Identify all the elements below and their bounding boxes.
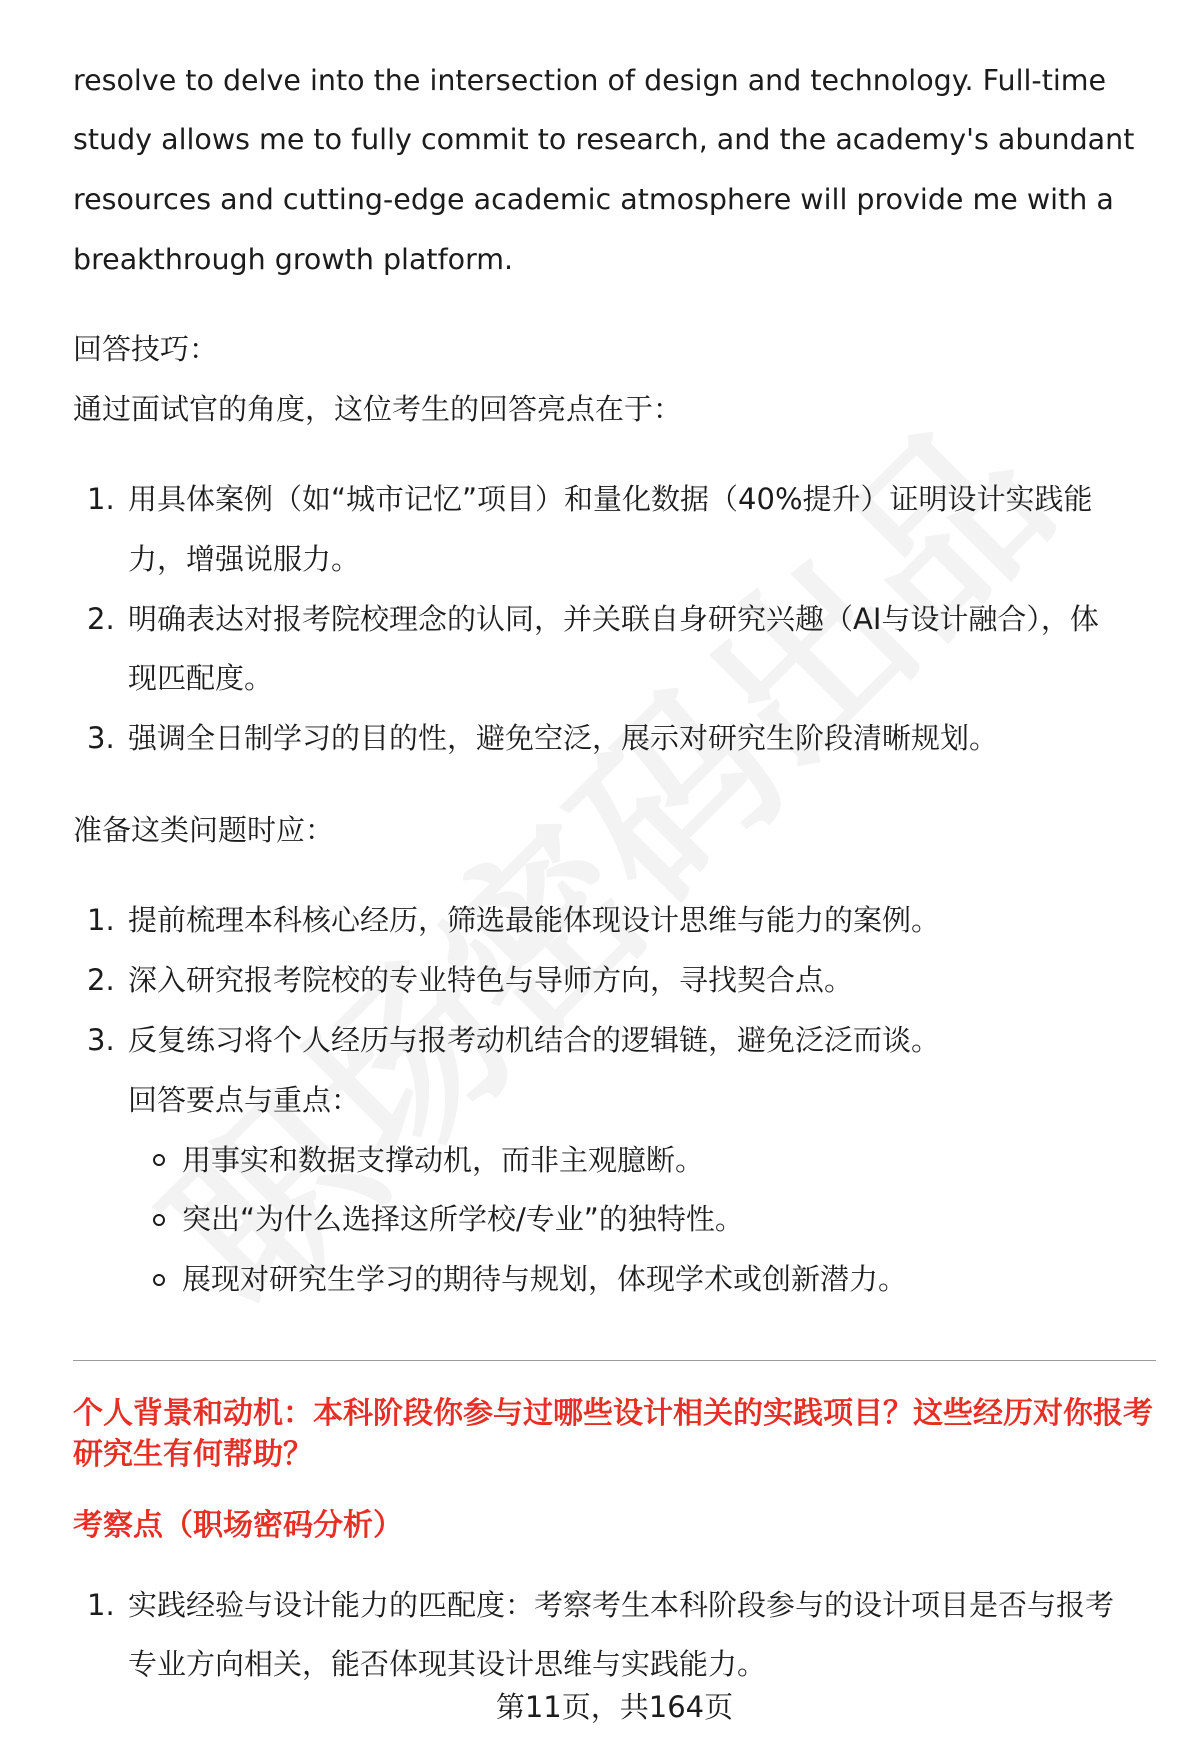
analysis-header [73, 1505, 1163, 1546]
list-item [73, 1576, 1163, 1696]
bullet-item [128, 1250, 1163, 1310]
list-item-body [128, 590, 1163, 710]
paragraph-line: resolve to delve into the intersection of design and technology. Full-time [73, 63, 1107, 97]
bullet-text: 展现对研究生学习的期待与规划，体现学术或创新潜力。 [182, 1262, 908, 1297]
list-item-body [128, 1576, 1163, 1696]
hollow-circle-bullet-icon [153, 1214, 165, 1226]
list-number: 3. [87, 1022, 115, 1057]
list-number: 1. [87, 482, 115, 516]
preparation-header [73, 801, 1163, 861]
list-number: 3. [87, 721, 115, 756]
hollow-circle-bullet-icon [153, 1274, 165, 1286]
bullet-item [128, 1190, 1163, 1250]
list-item-text: 实践经验与设计能力的匹配度：考察考生本科阶段参与的设计项目是否与报考 [128, 1587, 1115, 1622]
paragraph-line: breakthrough growth platform. [73, 243, 514, 277]
list-item-body [128, 1011, 1163, 1071]
bullet-text: 突出“为什么选择这所学校/专业”的独特性。 [182, 1202, 744, 1237]
list-item-text: 专业方向相关，能否体现其设计思维与实践能力。 [128, 1647, 767, 1682]
list-item [73, 470, 1163, 590]
section-divider [73, 1360, 1156, 1361]
preparation-list [73, 891, 1163, 1310]
question-heading [73, 1393, 1163, 1476]
analysis-heading: 考察点（职场密码分析） [73, 1507, 403, 1543]
paragraph-line: resources and cutting-edge academic atmosphere will provide me with a [73, 183, 1114, 217]
list-item-body [128, 709, 1163, 769]
hollow-circle-bullet-icon [153, 1154, 165, 1166]
list-item-text: 深入研究报考院校的专业特色与导师方向，寻找契合点。 [128, 963, 854, 998]
page-footer: 第11页，共164页 [495, 1690, 734, 1725]
list-item-body [128, 951, 1163, 1011]
list-number: 1. [87, 1587, 115, 1622]
list-item [73, 1011, 1163, 1071]
list-item-text: 现匹配度。 [128, 661, 274, 696]
paragraph-line: study allows me to fully commit to research, and the academy's abundant [73, 123, 1135, 157]
answer-tips-heading: 回答技巧： [73, 332, 219, 366]
question-heading-line: 研究生有何帮助？ [73, 1436, 313, 1472]
analysis-list [73, 1576, 1163, 1696]
list-number: 2. [87, 963, 115, 998]
key-points-heading: 回答要点与重点： [128, 1082, 361, 1117]
list-item-text: 强调全日制学习的目的性，避免空泛，展示对研究生阶段清晰规划。 [128, 721, 999, 756]
key-points [128, 1071, 1163, 1310]
bullet-item [128, 1131, 1163, 1191]
bullet-text: 用事实和数据支撑动机，而非主观臆断。 [182, 1142, 705, 1177]
list-number: 2. [87, 601, 115, 636]
list-item-text: 提前梳理本科核心经历，筛选最能体现设计思维与能力的案例。 [128, 903, 941, 938]
list-item [73, 590, 1163, 710]
list-item-body [128, 470, 1163, 590]
list-item [73, 891, 1163, 951]
list-item [73, 951, 1163, 1011]
intro-paragraph [73, 51, 1163, 290]
highlights-list [73, 470, 1163, 769]
list-item-text: 用具体案例（如“城市记忆”项目）和量化数据（40%提升）证明设计实践能 [128, 482, 1093, 516]
preparation-heading: 准备这类问题时应： [73, 812, 335, 847]
answer-tips-header [73, 320, 1163, 440]
list-number: 1. [87, 903, 115, 938]
list-item-text: 明确表达对报考院校理念的认同，并关联自身研究兴趣（AI与设计融合），体 [128, 601, 1099, 636]
list-item-text: 反复练习将个人经历与报考动机结合的逻辑链，避免泛泛而谈。 [128, 1022, 941, 1057]
list-item [73, 709, 1163, 769]
list-item-body [128, 891, 1163, 951]
list-item-text: 力，增强说服力。 [128, 541, 361, 576]
answer-tips-lead: 通过面试官的角度，这位考生的回答亮点在于： [73, 391, 683, 426]
question-heading-line: 个人背景和动机：本科阶段你参与过哪些设计相关的实践项目？这些经历对你报考 [73, 1395, 1153, 1431]
